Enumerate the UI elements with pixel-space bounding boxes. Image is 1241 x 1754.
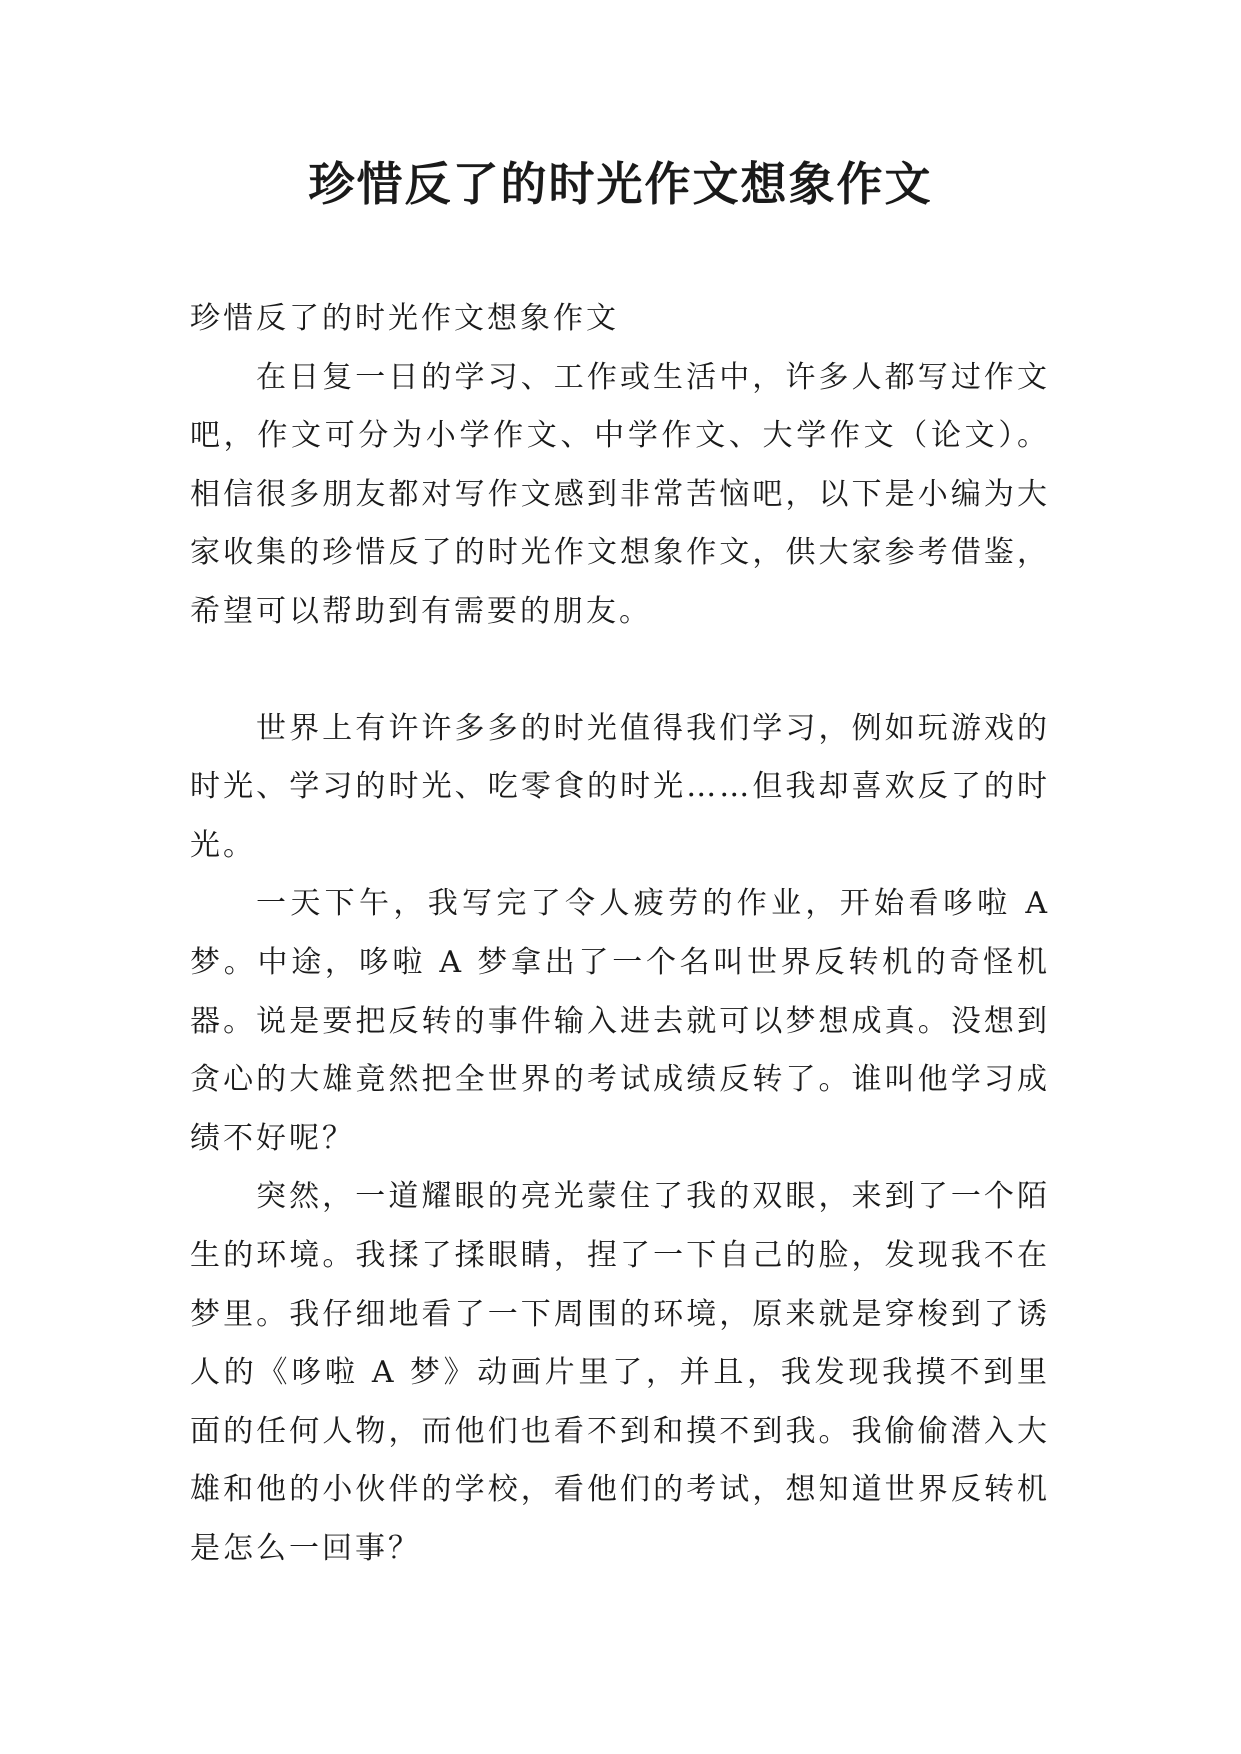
paragraph-3: 突然，一道耀眼的亮光蒙住了我的双眼，来到了一个陌生的环境。我揉了揉眼睛，捏了一下自己的脸，发现我不在梦里。我仔细地看了一下周围的环境，原来就是穿梭到了诱人的《哆啦 A 梦》动画片里了，并且，我发现我摸不到里面的任何人物，而他们也看不到和摸不到我。我偷偷潜入大雄和他的小伙伴的学校，看他们的考试，想知道世界反转机是怎么一回事？	[190, 1179, 1050, 1566]
document-title: 珍惜反了的时光作文想象作文	[308, 157, 933, 211]
paragraph-spacer	[190, 642, 1050, 700]
paragraph-intro: 在日复一日的学习、工作或生活中，许多人都写过作文吧，作文可分为小学作文、中学作文、大学作文（论文）。相信很多朋友都对写作文感到非常苦恼吧，以下是小编为大家收集的珍惜反了的时光作文想象作文，供大家参考借鉴，希望可以帮助到有需要的朋友。	[190, 359, 1050, 629]
document-body	[190, 290, 1050, 1578]
paragraph-2: 一天下午，我写完了令人疲劳的作业，开始看哆啦 A 梦。中途，哆啦 A 梦拿出了一个名叫世界反转机的奇怪机器。说是要把反转的事件输入进去就可以梦想成真。没想到贪心的大雄竟然把全世界的考试成绩反转了。谁叫他学习成绩不好呢？	[190, 886, 1050, 1156]
document-subtitle: 珍惜反了的时光作文想象作文	[190, 301, 619, 336]
paragraph-1: 世界上有许许多多的时光值得我们学习，例如玩游戏的时光、学习的时光、吃零食的时光……但我却喜欢反了的时光。	[190, 710, 1050, 863]
